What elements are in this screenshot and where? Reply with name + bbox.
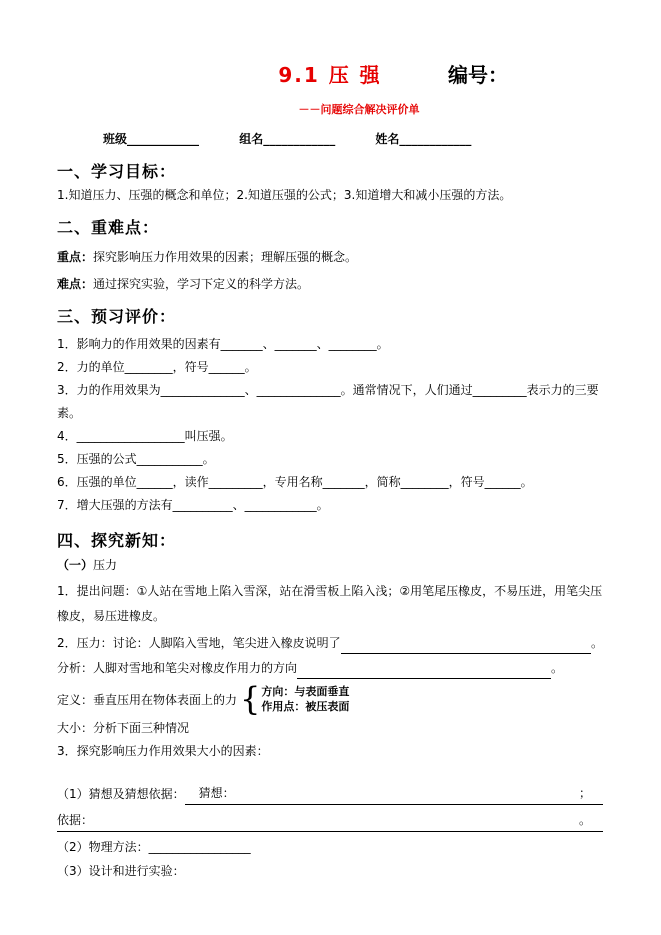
- keypoint-text: 探究影响压力作用效果的因素；理解压强的概念。: [93, 250, 358, 264]
- analysis-blank: [297, 678, 551, 679]
- analysis-punct: 。: [550, 661, 563, 675]
- question-1: 1．提出问题：①人站在雪地上陷入雪深，站在滑雪板上陷入浅；②用笔尾压橡皮，不易压进，用笔尖压橡皮，易压进橡皮。: [57, 584, 603, 623]
- size-line: 大小：分析下面三种情况: [57, 721, 190, 735]
- question-2-label: 2．压力：讨论：人脚陷入雪地，笔尖进入橡皮说明了: [57, 636, 341, 650]
- preview-list: [57, 333, 603, 517]
- guess-inline-label: 猜想：: [198, 786, 235, 800]
- analysis-row: [57, 657, 563, 679]
- question-3: 3．探究影响压力作用效果大小的因素：: [57, 744, 269, 758]
- guess-blank: [185, 782, 603, 805]
- question-2-blank: [341, 653, 591, 654]
- keypoint-label: 重点：: [57, 250, 94, 264]
- definition-point: 作用点：被压表面: [261, 700, 350, 713]
- preview-item-1: 1．影响力的作用效果的因素有_______、_______、________。: [57, 337, 389, 351]
- subsection-number: （一）: [57, 558, 94, 572]
- analysis-label: 分析：人脚对雪地和笔尖对橡皮作用力的方向: [57, 661, 298, 675]
- keypoint-item: [57, 249, 603, 266]
- doc-number-label: 编号：: [448, 63, 508, 87]
- page-subtitle: －－问题综合解决评价单: [298, 103, 420, 116]
- keypoint-text: 通过探究实验，学习下定义的科学方法。: [93, 277, 310, 291]
- preview-item-3: 3．力的作用效果为______________、______________。通常情况下，人们通过_________表示力的三要素。: [57, 383, 599, 420]
- guess-row: [57, 782, 603, 805]
- class-field: [103, 132, 199, 146]
- definition-direction: 方向：与表面垂直: [261, 685, 350, 698]
- definition-row: [57, 681, 603, 717]
- group-field: [239, 132, 335, 146]
- basis-inline-label: 依据：: [57, 813, 94, 827]
- definition-label: 定义：垂直压用在物体表面上的力: [57, 692, 238, 707]
- goals-body: 1.知道压力、压强的概念和单位；2.知道压强的公式；3.知道增大和减小压强的方法。: [57, 188, 512, 202]
- group-blank: ____________: [263, 132, 336, 146]
- section-keypoints-heading: 二、重难点：: [57, 218, 160, 237]
- basis-punct: 。: [578, 813, 591, 827]
- question-2-punct: 。: [590, 636, 603, 650]
- class-label: 班级: [103, 132, 128, 146]
- preview-item-6: 6．压强的单位______，读作_________，专用名称_______，简称________，符号______。: [57, 475, 533, 489]
- basis-blank: [57, 809, 603, 832]
- preview-item-5: 5．压强的公式___________。: [57, 452, 215, 466]
- preview-item-4: 4．__________________叫压强。: [57, 429, 233, 443]
- name-label: 姓名: [375, 132, 400, 146]
- definition-properties: [261, 684, 349, 714]
- question-2-row: [57, 632, 603, 654]
- preview-item-7: 7．增大压强的方法有__________、____________。: [57, 498, 329, 512]
- subsection-title: 压力: [93, 558, 118, 572]
- page-title: 9.1 压 强: [278, 63, 382, 87]
- section-goals-heading: 一、学习目标：: [57, 162, 177, 181]
- keypoint-item: [57, 276, 603, 293]
- preview-item-2: 2．力的单位________，符号______。: [57, 360, 257, 374]
- method-line: （2）物理方法：_________________: [57, 840, 251, 854]
- keypoint-label: 难点：: [57, 277, 94, 291]
- basis-row: [57, 809, 603, 832]
- name-blank: ____________: [399, 132, 472, 146]
- header: [57, 62, 603, 88]
- subsection-pressure-force: [57, 557, 603, 574]
- name-field: [375, 132, 471, 146]
- guess-label: （1）猜想及猜想依据：: [57, 787, 185, 801]
- section-explore-heading: 四、探究新知：: [57, 531, 177, 550]
- section-preview-heading: 三、预习评价：: [57, 307, 177, 326]
- experiment-line: （3）设计和进行实验：: [57, 864, 185, 878]
- student-info-row: [57, 131, 603, 148]
- guess-punct: ；: [578, 786, 591, 800]
- group-label: 组名: [239, 132, 264, 146]
- class-blank: ____________: [127, 132, 200, 146]
- left-brace-glyph: {: [240, 680, 261, 718]
